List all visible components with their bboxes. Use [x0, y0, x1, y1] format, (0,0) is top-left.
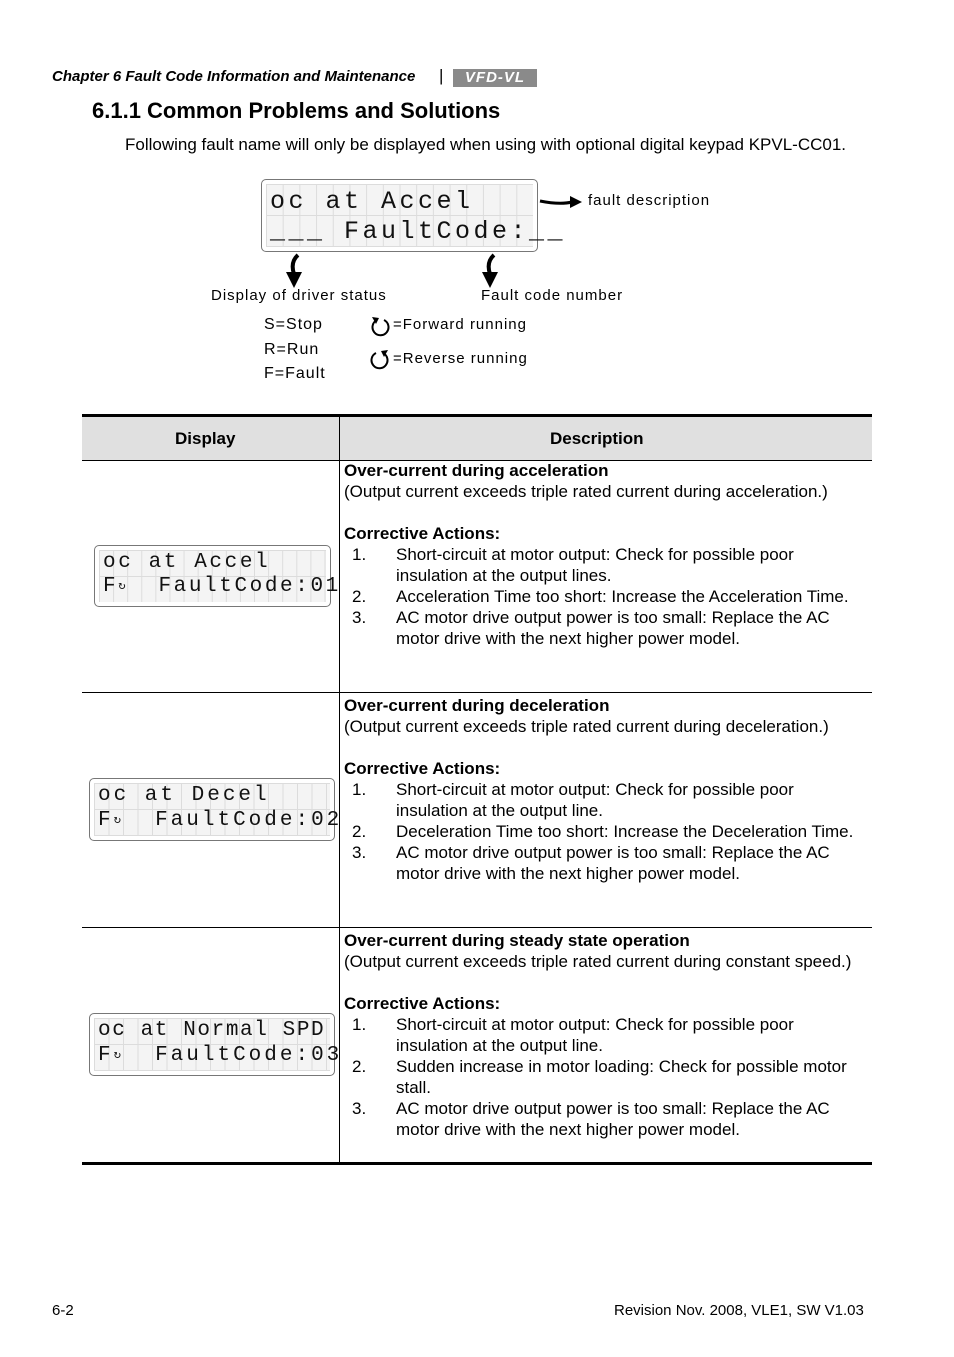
status-stop: S=Stop	[264, 316, 323, 333]
forward-rotation-icon: ↻	[113, 1047, 124, 1062]
list-item: 2. Deceleration Time too short: Increase the Deceleration Time.	[352, 822, 854, 841]
lcd-display-row-1	[94, 545, 341, 607]
reverse-rotation-icon	[369, 348, 391, 370]
fault-note: (Output current exceeds triple rated current during constant speed.)	[344, 952, 852, 971]
lcd-fault-code: FaultCode:03	[155, 1044, 343, 1067]
diagram-arrows	[0, 0, 954, 400]
lcd-status-prefix: F	[98, 809, 114, 832]
description-row-2	[344, 695, 864, 884]
corrective-actions-label: Corrective Actions:	[344, 994, 501, 1013]
lcd-status-prefix: F	[103, 575, 119, 598]
description-row-1	[344, 460, 864, 649]
table-header	[82, 417, 872, 461]
lcd-row1-line2	[103, 575, 341, 598]
fault-title: Over-current during deceleration	[344, 696, 610, 715]
driver-status-label: Display of driver status	[211, 287, 387, 304]
fault-note: (Output current exceeds triple rated current during deceleration.)	[344, 717, 829, 736]
header-separator: |	[439, 66, 444, 85]
chapter-header: Chapter 6 Fault Code Information and Maintenance	[52, 68, 416, 85]
status-run: R=Run	[264, 341, 320, 358]
lcd-display-row-3	[89, 1013, 343, 1076]
list-item: 1. Short-circuit at motor output: Check for possible poor insulation at the output lines.	[352, 545, 794, 585]
list-item: 3. AC motor drive output power is too small: Replace the AC motor drive with the next higher power model.	[352, 843, 830, 883]
section-title: 6.1.1 Common Problems and Solutions	[92, 98, 501, 123]
list-item: 1. Short-circuit at motor output: Check for possible poor insulation at the output line.	[352, 780, 794, 820]
lcd-row2-line2	[98, 809, 342, 832]
status-fault: F=Fault	[264, 365, 326, 382]
lcd-fault-code: FaultCode:02	[155, 809, 343, 832]
list-item: 3. AC motor drive output power is too small: Replace the AC motor drive with the next higher power model.	[352, 608, 830, 648]
forward-rotation-icon: ↻	[118, 578, 129, 593]
reverse-running-label: =Reverse running	[393, 350, 528, 367]
fault-code-number-label: Fault code number	[481, 287, 624, 304]
description-row-3	[344, 930, 864, 1140]
fault-description-label: fault description	[588, 192, 711, 209]
lcd-row2-line1: oc at Decel	[98, 784, 270, 807]
lcd-fault-code: FaultCode:01	[158, 575, 341, 598]
page-number: 6-2	[52, 1302, 74, 1319]
header-description: Description	[550, 429, 644, 448]
lcd-row3-line1: oc at Normal SPD	[98, 1019, 326, 1042]
intro-paragraph: Following fault name will only be displayed when using with optional digital keypad KPVL-CC01.	[125, 135, 847, 154]
lcd-line-1: oc at Accel	[270, 187, 474, 216]
lcd-row3-line2	[98, 1044, 342, 1067]
fault-title: Over-current during acceleration	[344, 461, 609, 480]
forward-running-label: =Forward running	[393, 316, 527, 333]
lcd-display-row-2	[89, 778, 343, 841]
corrective-actions-label: Corrective Actions:	[344, 759, 501, 778]
fault-table	[82, 414, 872, 1165]
lcd-line-2: ___ FaultCode:__	[270, 217, 567, 246]
product-logo: VFD-VL	[453, 69, 537, 87]
forward-rotation-icon	[369, 315, 391, 337]
list-item: 1. Short-circuit at motor output: Check for possible poor insulation at the output line.	[352, 1015, 794, 1055]
list-item: 2. Acceleration Time too short: Increase the Acceleration Time.	[352, 587, 849, 606]
corrective-actions-label: Corrective Actions:	[344, 524, 501, 543]
revision-info: Revision Nov. 2008, VLE1, SW V1.03	[614, 1302, 864, 1319]
lcd-row1-line1: oc at Accel	[103, 551, 271, 574]
fault-title: Over-current during steady state operation	[344, 931, 690, 950]
lcd-status-prefix: F	[98, 1044, 114, 1067]
forward-rotation-icon: ↻	[113, 812, 124, 827]
fault-note: (Output current exceeds triple rated current during acceleration.)	[344, 482, 828, 501]
header-display: Display	[175, 429, 236, 448]
list-item: 2. Sudden increase in motor loading: Check for possible motor stall.	[352, 1057, 847, 1097]
list-item: 3. AC motor drive output power is too small: Replace the AC motor drive with the next higher power model.	[352, 1099, 830, 1139]
